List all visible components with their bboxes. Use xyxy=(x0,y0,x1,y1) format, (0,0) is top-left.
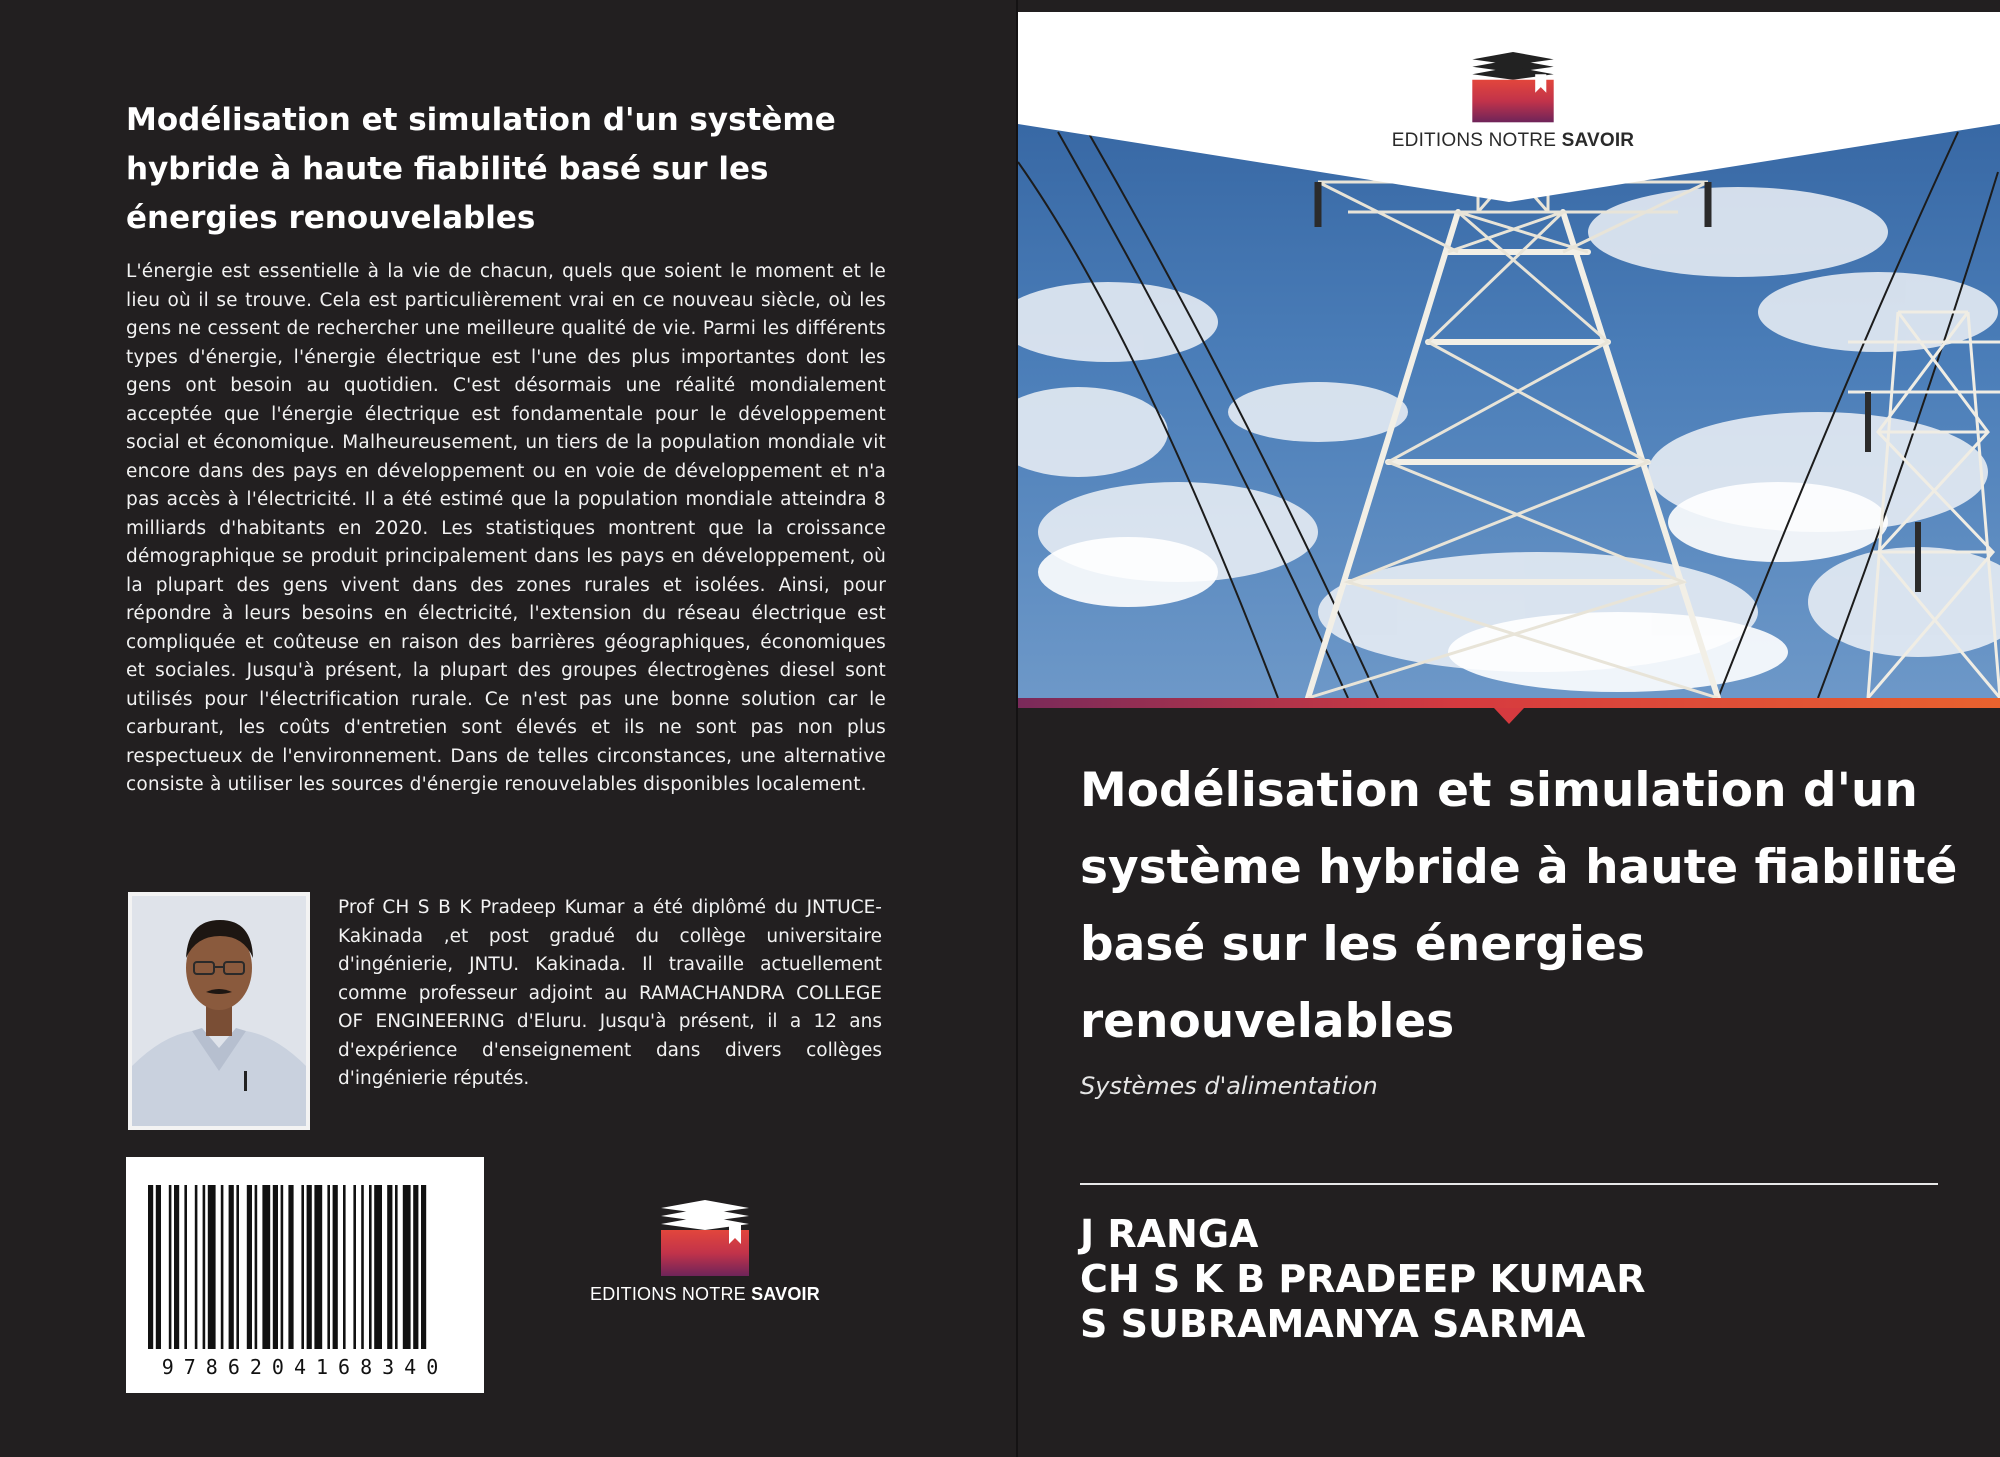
barcode-bar xyxy=(174,1185,179,1349)
isbn-digits: 9786204168340 xyxy=(161,1355,449,1379)
barcode-bar xyxy=(307,1185,312,1349)
barcode-bar xyxy=(247,1185,252,1349)
author-portrait-image xyxy=(132,896,306,1126)
barcode-bar xyxy=(208,1185,216,1349)
divider xyxy=(1080,1183,1938,1185)
back-cover-title: Modélisation et simulation d'un système hybride à haute fiabilité basé sur les énergies renouvelables xyxy=(126,102,836,236)
front-cover xyxy=(1018,0,2000,1457)
isbn-barcode xyxy=(126,1157,484,1393)
author-name: S SUBRAMANYA SARMA xyxy=(1080,1302,1586,1346)
book-stack-logo-icon xyxy=(655,1200,755,1280)
barcode-bar xyxy=(327,1185,330,1349)
barcode-bars xyxy=(126,1157,484,1357)
barcode-bar xyxy=(343,1185,346,1349)
barcode-bar xyxy=(148,1185,153,1349)
barcode-bar xyxy=(387,1185,392,1349)
barcode-bar xyxy=(374,1185,382,1349)
back-cover-blurb: L'énergie est essentielle à la vie de chacun, quels que soient le moment et le lieu où il se trouve. Cela est particulièrement vrai en ce nouveau siècle, où les gens ne cessent de rechercher une meilleure qualité de vie. Parmi les différents types d'énergie, l'énergie électrique est l'une des plus importantes dont les gens ont besoin au quotidien. C'est désormais une réalité mondialement acceptée que l'énergie électrique est fondamentale pour le développement social et économique. Malheureusement, un tiers de la population mondiale vit encore dans des pays en développement ou en voie de développement et n'a pas accès à l'électricité. Il a été estimé que la population mondiale atteindra 8 milliards d'habitants en 2020. Les statistiques montrent que la croissance démographique se produit principalement dans les pays en développement, où la plupart des gens vivent dans des zones rurales et isolées. Ainsi, pour répondre à leurs besoins en électricité, l'extension du réseau électrique est compliquée et coûteuse en raison des barrières géographiques, économiques et sociales. Jusqu'à présent, la plupart des groupes électrogènes diesel sont utilisés pour l'électrification rurale. Ce n'est pas une bonne solution car le carburant, les coûts d'entretien sont élevés et ils ne sont pas non plus respectueux de l'environnement. Dans de telles circonstances, une alternative consiste à utiliser les sources d'énergie renouvelables disponibles localement. xyxy=(126,261,886,795)
author-list xyxy=(1080,1212,1960,1347)
author-name: J RANGA xyxy=(1080,1212,1259,1256)
barcode-bar xyxy=(255,1185,258,1349)
barcode-bar xyxy=(184,1185,187,1349)
barcode-bar xyxy=(273,1185,278,1349)
barcode-bar xyxy=(221,1185,224,1349)
cover-accent-band xyxy=(1018,698,2000,726)
barcode-bar xyxy=(281,1185,284,1349)
barcode-bar xyxy=(262,1185,270,1349)
author-photo xyxy=(128,892,310,1130)
barcode-bar xyxy=(288,1185,293,1349)
front-publisher-name: EDITIONS NOTRE SAVOIR xyxy=(1391,130,1635,151)
barcode-bar xyxy=(195,1185,198,1349)
barcode-bar xyxy=(301,1185,304,1349)
barcode-bar xyxy=(203,1185,206,1349)
barcode-bar xyxy=(169,1185,172,1349)
barcode-bar xyxy=(403,1185,411,1349)
author-name: CH S K B PRADEEP KUMAR xyxy=(1080,1257,1646,1301)
front-publisher-logo xyxy=(1348,52,1678,172)
back-publisher-name: EDITIONS NOTRE SAVOIR xyxy=(590,1284,820,1304)
barcode-bar xyxy=(314,1185,322,1349)
back-publisher-logo xyxy=(590,1200,820,1330)
book-stack-logo-icon xyxy=(1463,52,1563,126)
barcode-bar xyxy=(413,1185,418,1349)
barcode-bar xyxy=(421,1185,426,1349)
barcode-bar xyxy=(156,1185,161,1349)
barcode-bar xyxy=(333,1185,338,1349)
author-bio: Prof CH S B K Pradeep Kumar a été diplômé du JNTUCE-Kakinada ,et post gradué du collège universitaire d'ingénierie, JNTU. Kakinada. Il travaille actuellement comme professeur adjoint au RAMACHANDRA COLLEGE OF ENGINEERING d'Eluru. Jusqu'à présent, il a 12 ans d'expérience d'enseignement dans divers collèges d'ingénierie réputés. xyxy=(338,897,882,1089)
front-cover-title: Modélisation et simulation d'un système hybride à haute fiabilité basé sur les énergies renouvelables xyxy=(1080,763,1958,1049)
barcode-bar xyxy=(236,1185,239,1349)
front-cover-subtitle: Systèmes d'alimentation xyxy=(1080,1072,1378,1100)
barcode-bar xyxy=(361,1185,364,1349)
barcode-bar xyxy=(369,1185,372,1349)
barcode-bar xyxy=(229,1185,234,1349)
barcode-bar xyxy=(395,1185,398,1349)
barcode-bar xyxy=(353,1185,356,1349)
